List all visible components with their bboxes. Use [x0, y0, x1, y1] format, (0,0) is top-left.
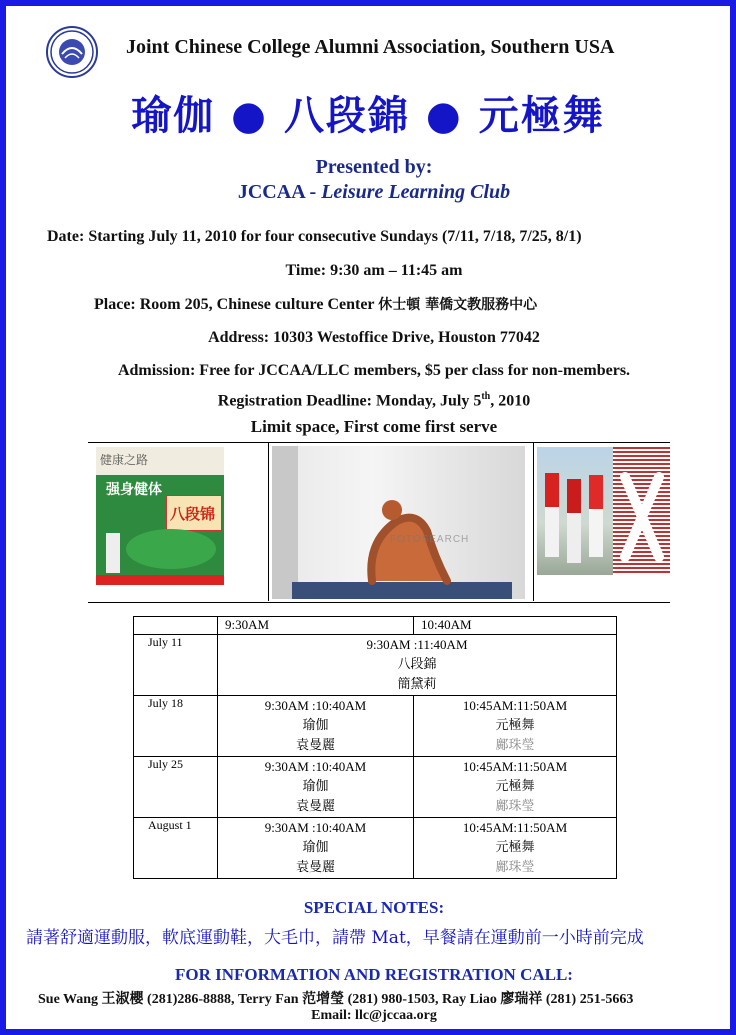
- table-row: [134, 757, 617, 818]
- time-info: Time: 9:30 am – 11:45 am: [285, 262, 463, 279]
- slot-a: [218, 696, 414, 757]
- limit-space-note: Limit space, First come first serve: [250, 417, 498, 436]
- group-exercise-photo: [537, 447, 613, 575]
- image-divider: [533, 443, 534, 601]
- table-header-row: [134, 617, 617, 635]
- slot-time: 10:45AM:11:50AM: [462, 759, 568, 774]
- row-date: July 18: [134, 696, 218, 757]
- registration-deadline: [6, 391, 736, 410]
- book-green-stage: [126, 529, 216, 569]
- table-row: [134, 696, 617, 757]
- header-slot-1: 9:30AM: [218, 617, 414, 635]
- baduanjin-book-cover: [96, 447, 224, 585]
- slot-class: 元極舞: [495, 840, 535, 855]
- deadline-prefix: Registration Deadline: Monday, July 5: [217, 392, 482, 410]
- slot-class: 瑜伽: [302, 779, 329, 794]
- slot-time: 9:30AM :10:40AM: [264, 759, 367, 774]
- slot-teacher: 鄺珠瑩: [495, 860, 535, 875]
- slot-teacher: 袁曼麗: [295, 860, 335, 875]
- deadline-suffix: , 2010: [490, 392, 531, 410]
- slot-time: 9:30AM :10:40AM: [264, 698, 367, 713]
- address-info: Address: 10303 Westoffice Drive, Houston 77042: [208, 329, 540, 346]
- special-notes-title: SPECIAL NOTES:: [303, 898, 445, 917]
- slot-time: 10:45AM:11:50AM: [462, 698, 568, 713]
- photo-watermark: FOTOSEARCH: [390, 534, 470, 545]
- chinese-course-title: 瑜伽 ● 八段錦 ● 元極舞: [131, 92, 605, 139]
- club-prefix: JCCAA -: [237, 181, 322, 203]
- header-empty-cell: [134, 617, 218, 635]
- yoga-window-frame: [272, 446, 298, 599]
- slot-class: 瑜伽: [302, 718, 329, 733]
- row-date: July 11: [134, 635, 218, 696]
- club-name: Leisure Learning Club: [321, 181, 511, 203]
- logo-emblem-icon: [48, 28, 96, 76]
- contact-email[interactable]: Email: llc@jccaa.org: [311, 1008, 437, 1023]
- organization-name: Joint Chinese College Alumni Association, Southern USA: [126, 36, 615, 58]
- table-row: [134, 635, 617, 696]
- book-figure-person: [106, 533, 120, 573]
- slot-time: 9:30AM :10:40AM: [264, 820, 367, 835]
- slot-teacher: 鄺珠瑩: [495, 738, 535, 753]
- slot-class: 瑜伽: [302, 840, 329, 855]
- exerciser-2: [567, 479, 581, 513]
- presented-by-label: Presented by:: [315, 156, 433, 178]
- slot-a: [218, 757, 414, 818]
- special-notes-text: 請著舒適運動服，軟底運動鞋，大毛巾，請帶 Mat，早餐請在運動前一小時前完成: [26, 928, 644, 948]
- slot-class: 八段錦: [397, 657, 437, 672]
- table-row: [134, 818, 617, 879]
- book-header-text: 健康之路: [100, 453, 149, 467]
- slot-class: 元極舞: [495, 779, 535, 794]
- slot-teacher: 簡黛莉: [397, 677, 437, 692]
- header-slot-2: 10:40AM: [414, 617, 617, 635]
- association-logo: [46, 26, 98, 78]
- club-line: [6, 181, 736, 204]
- place-info: [94, 294, 537, 314]
- exerciser-2-legs: [567, 513, 581, 563]
- slot-b: [414, 696, 617, 757]
- place-text: Place: Room 205, Chinese culture Center: [94, 296, 375, 313]
- place-chinese: 休士頓 華僑文教服務中心: [378, 297, 538, 313]
- slot-a: [218, 818, 414, 879]
- slot-teacher: 袁曼麗: [295, 738, 335, 753]
- slot-teacher: 袁曼麗: [295, 799, 335, 814]
- book-title: 强身健体: [106, 482, 162, 498]
- exerciser-3-legs: [589, 509, 603, 557]
- registration-call-heading: FOR INFORMATION AND REGISTRATION CALL:: [175, 965, 573, 984]
- slot-teacher: 鄺珠瑩: [495, 799, 535, 814]
- yoga-photo: [272, 446, 525, 599]
- book-bottom-stripe: [96, 575, 224, 585]
- book-subtitle: 八段锦: [170, 505, 216, 523]
- striped-dance-image: [613, 447, 670, 575]
- slot-class: 元極舞: [495, 718, 535, 733]
- row-date: July 25: [134, 757, 218, 818]
- contact-people: Sue Wang 王淑櫻 (281)286-8888, Terry Fan 范增瑩 (281) 980-1503, Ray Liao 廖瑞祥 (281) 251-5663: [38, 992, 634, 1007]
- date-info: Date: Starting July 11, 2010 for four consecutive Sundays (7/11, 7/18, 7/25, 8/1): [47, 228, 582, 245]
- slot-b: [414, 818, 617, 879]
- dancer-silhouette-icon: [615, 467, 669, 567]
- class-schedule-table: [133, 616, 617, 879]
- slot-b: [414, 757, 617, 818]
- exerciser-1-legs: [545, 507, 559, 557]
- exerciser-3: [589, 475, 603, 509]
- deadline-sup: th: [481, 391, 491, 402]
- slot-time: 9:30AM :11:40AM: [366, 637, 468, 652]
- exerciser-1: [545, 473, 559, 507]
- admission-info: Admission: Free for JCCAA/LLC members, $5 per class for non-members.: [117, 362, 631, 379]
- merged-slot: [218, 635, 617, 696]
- slot-time: 10:45AM:11:50AM: [462, 820, 568, 835]
- row-date: August 1: [134, 818, 218, 879]
